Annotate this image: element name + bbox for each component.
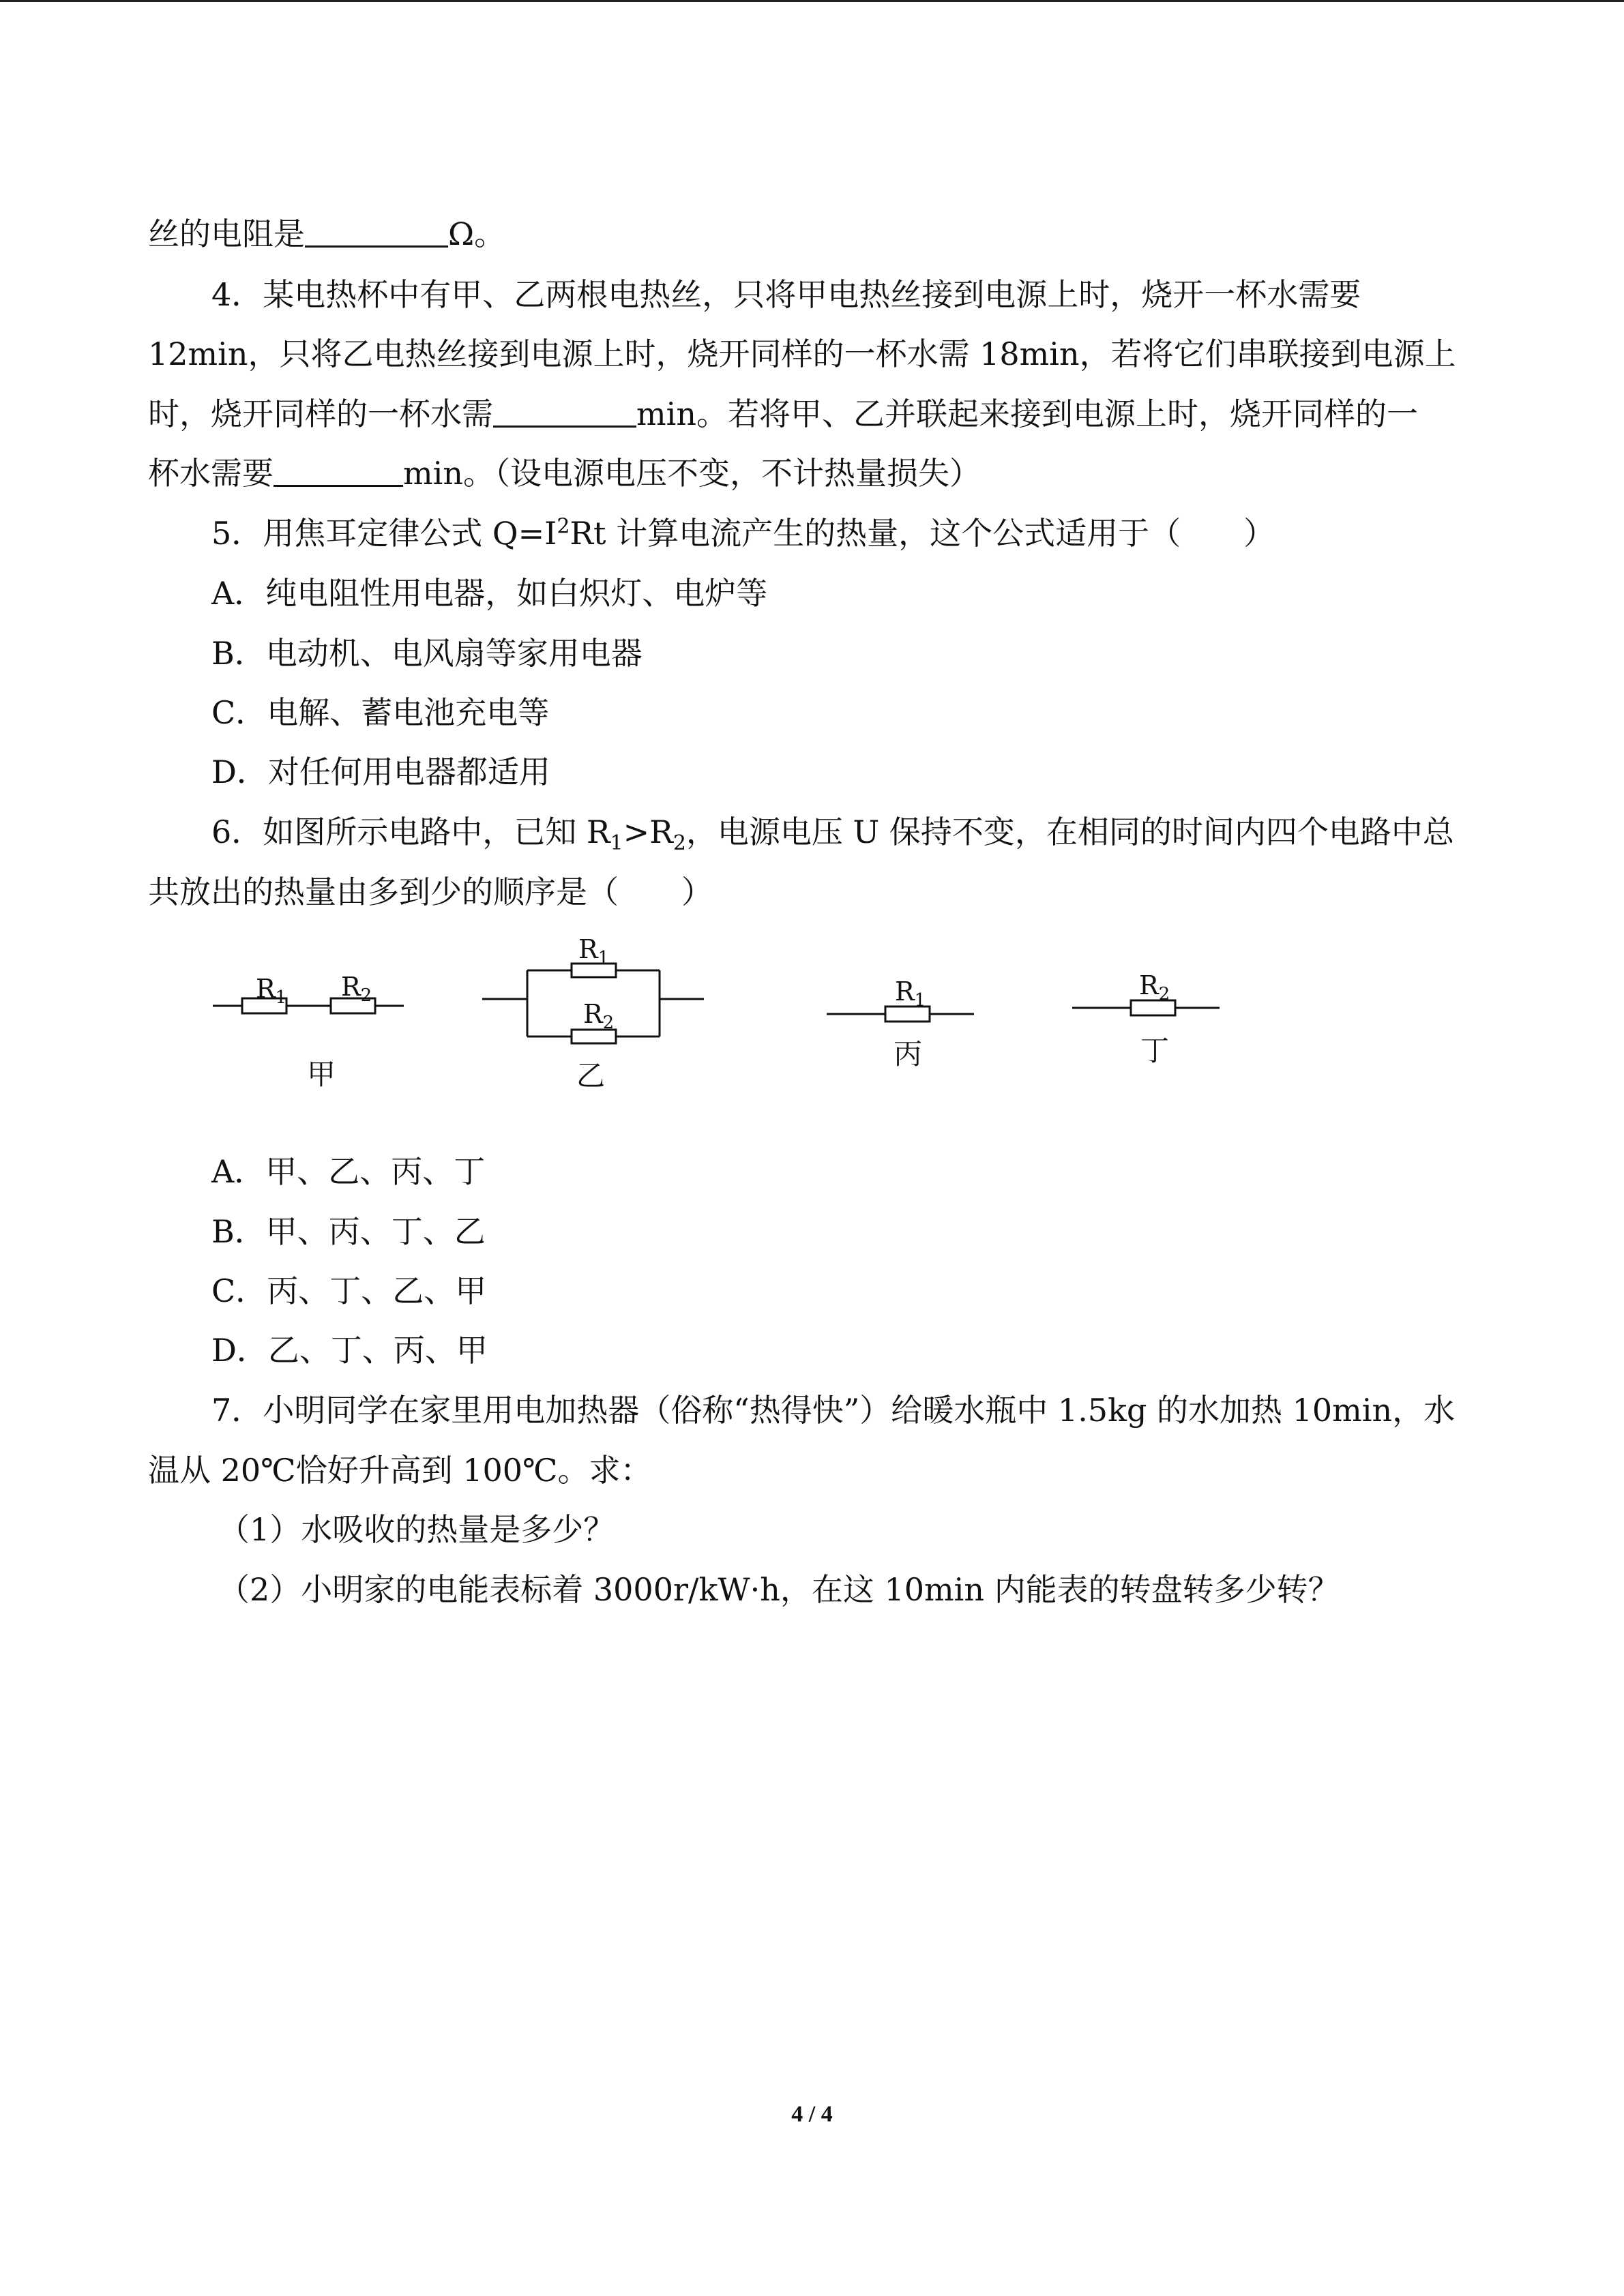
q7-sub-2: （2）小明家的电能表标着 3000r/kW·h，在这 10min 内能表的转盘转多少转？: [218, 1571, 1340, 1608]
q4-line-4-pre: 杯水需要: [148, 455, 274, 492]
page-number: 4 / 4: [791, 2102, 833, 2127]
q5-stem-post: Rt 计算电流产生的热量，这个公式适用于（ ）: [570, 515, 1275, 552]
q6-line-1-c: ，电源电压 U 保持不变，在相同的时间内四个电路中总: [685, 814, 1454, 850]
q4-line-3-pre: 时，烧开同样的一杯水需: [148, 396, 493, 432]
yi-r1-label: $R_1$: [578, 934, 610, 968]
q5-option-c[interactable]: C．电解、蓄电池充电等: [211, 694, 550, 731]
circuit-jia-label: 甲: [307, 1058, 336, 1091]
q3-tail-unit: Ω。: [448, 215, 506, 252]
q6-option-d[interactable]: D．乙、丁、丙、甲: [211, 1332, 488, 1369]
q6-sub-1: 1: [610, 831, 623, 856]
q4-line-1: 4．某电热杯中有甲、乙两根电热丝，只将甲电热丝接到电源上时，烧开一杯水需要: [211, 276, 1361, 313]
q4-line-3-post: min。若将甲、乙并联起来接到电源上时，烧开同样的一: [636, 396, 1418, 432]
q7-sub-1: （1）水吸收的热量是多少？: [218, 1511, 615, 1548]
q6-sub-2: 2: [673, 831, 686, 856]
q7-line-1: 7．小明同学在家里用电加热器（俗称“热得快”）给暖水瓶中 1.5kg 的水加热 10min，水: [211, 1392, 1456, 1429]
q5-stem-pre: 5．用焦耳定律公式 Q=I: [211, 515, 557, 552]
ding-r2-label: $R_2$: [1139, 970, 1170, 1004]
q6-line-1-a: 6．如图所示电路中，已知 R: [211, 814, 610, 850]
q5-option-d[interactable]: D．对任何用电器都适用: [211, 754, 550, 790]
jia-r1-label: $R_1$: [256, 974, 287, 1008]
q5-option-b[interactable]: B．电动机、电风扇等家用电器: [211, 635, 643, 672]
q6-option-c[interactable]: C．丙、丁、乙、甲: [211, 1272, 487, 1309]
q7-line-2: 温从 20℃恰好升高到 100℃。求：: [148, 1452, 652, 1489]
yi-r2-label: $R_2$: [583, 999, 615, 1033]
q6-option-b[interactable]: B．甲、丙、丁、乙: [211, 1213, 486, 1250]
q3-tail-text: 丝的电阻是: [148, 215, 305, 252]
bing-r1-label: $R_1$: [895, 976, 926, 1011]
circuit-bing-label: 丙: [894, 1037, 923, 1071]
q5-option-a[interactable]: A．纯电阻性用电器，如白炽灯、电炉等: [211, 575, 768, 612]
q5-stem-sup: 2: [557, 514, 570, 539]
circuit-yi-label: 乙: [576, 1059, 606, 1092]
q6-option-a[interactable]: A．甲、乙、丙、丁: [211, 1153, 486, 1190]
q4-line-4-post: min。（设电源电压不变，不计热量损失）: [403, 455, 981, 492]
q4-line-2: 12min，只将乙电热丝接到电源上时，烧开同样的一杯水需 18min，若将它们串联接到电源上: [148, 336, 1456, 372]
q6-line-1-b: >R: [623, 814, 673, 850]
circuit-ding-label: 丁: [1140, 1034, 1170, 1067]
q6-line-2: 共放出的热量由多到少的顺序是（ ）: [148, 874, 713, 910]
jia-r2-label: $R_2$: [341, 972, 372, 1006]
